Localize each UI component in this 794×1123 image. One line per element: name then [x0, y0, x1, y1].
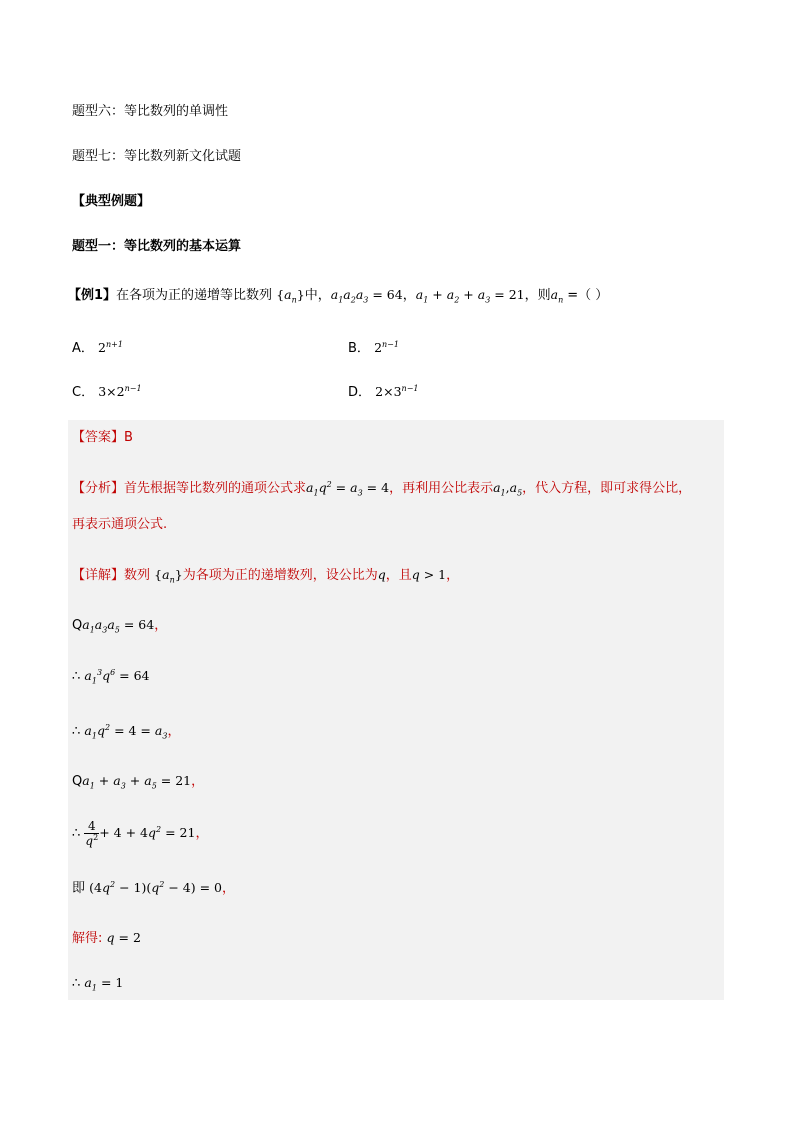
an-variable: $a_n$ — [550, 287, 564, 305]
answer-label: 【答案】 — [72, 430, 125, 445]
therefore-symbol: ∴ — [72, 724, 81, 739]
therefore-symbol: ∴ — [72, 976, 81, 991]
since-symbol: Q — [72, 774, 83, 789]
step-2 — [72, 666, 150, 687]
step-4 — [72, 771, 204, 792]
option-a — [72, 338, 123, 359]
ji-label: 即 — [72, 881, 86, 896]
step-1-comma: ， — [154, 618, 168, 633]
option-d-label: D． — [348, 385, 372, 400]
detail-label: 【详解】 — [72, 568, 125, 583]
option-a-label: A． — [72, 341, 94, 356]
step-8-expr: $a_1 = 1$ — [84, 975, 124, 993]
product-equation: $a_1a_2a_3 = 64$ — [330, 287, 403, 305]
therefore-symbol: ∴ — [72, 669, 81, 684]
step-4-comma: ， — [191, 774, 205, 789]
therefore-symbol: ∴ — [72, 826, 81, 841]
solution-background — [68, 420, 724, 1000]
analysis-t1: 首先根据等比数列的通项公式求 — [124, 481, 307, 496]
step-8 — [72, 973, 123, 994]
detail-t1: 数列 — [124, 568, 151, 583]
step-5-comma: ， — [195, 826, 209, 841]
option-c-label: C． — [72, 385, 95, 400]
example-stem-text: 在各项为正的递增等比数列 — [116, 288, 273, 303]
analysis-t3: ，代入方程，即可求得公比， — [522, 481, 692, 496]
step-6-expr: $(4q^2 - 1)(q^2 - 4) = 0$ — [89, 879, 222, 895]
type1-heading: 题型一：等比数列的基本运算 — [72, 239, 242, 254]
option-a-expr: $2^{n+1}$ — [98, 339, 123, 355]
step-7-expr: q = 2 — [106, 930, 141, 945]
jiede-label: 解得: — [72, 931, 103, 946]
sum-equation: $a_1 + a_2 + a_3 = 21$ — [415, 287, 525, 305]
step-4-expr: $a_1 + a_3 + a_5 = 21$ — [82, 773, 192, 791]
option-c — [72, 382, 142, 403]
outline-type7: 题型七：等比数列新文化试题 — [72, 149, 242, 164]
sep-zhong: 中， — [304, 288, 331, 303]
analysis-line-1 — [72, 478, 691, 499]
option-b — [348, 338, 399, 359]
detail-line — [72, 565, 459, 586]
step-1-expr: $a_1a_3a_5 = 64$ — [82, 617, 155, 635]
step-3-comma: ， — [167, 724, 181, 739]
detail-t2: 为各项为正的递增数列，设公比为 — [182, 568, 378, 583]
option-b-label: B． — [348, 341, 370, 356]
detail-t4: ， — [446, 568, 460, 583]
analysis-line-2: 再表示通项公式. — [72, 517, 168, 532]
analysis-label: 【分析】 — [72, 481, 125, 496]
step-5 — [72, 818, 208, 849]
step-3-expr: $a_1q^2 = 4 = a_3$ — [84, 722, 168, 741]
option-d-expr: $2\times 3^{n-1}$ — [375, 383, 419, 399]
step-6-comma: ， — [222, 881, 236, 896]
analysis-expr1: $a_1q^2 = a_3 = 4$ — [306, 479, 390, 498]
detail-t3: ，且 — [385, 568, 412, 583]
step-2-expr: $a_1^3q^6 = 64$ — [84, 667, 150, 686]
fraction-4-over-q2: $\frac{4}{q^2}$ — [85, 819, 99, 848]
analysis-expr2: $a_1,a_5$ — [493, 480, 523, 498]
detail-sequence: $\{a_n\}$ — [154, 567, 183, 585]
step-1 — [72, 615, 167, 636]
example-label: 【例1】 — [68, 288, 117, 303]
step-5-expr: + $4 + 4q^2 = 21$ — [99, 824, 196, 840]
step-6 — [72, 878, 235, 899]
step-7 — [72, 928, 141, 949]
detail-q-gt1: q > 1 — [411, 567, 447, 582]
analysis-t2: ，再利用公比表示 — [389, 481, 494, 496]
answer-value: B — [124, 430, 133, 445]
option-c-expr: $3\times 2^{n-1}$ — [98, 383, 142, 399]
since-symbol: Q — [72, 618, 83, 633]
option-d — [348, 382, 419, 403]
eq-paren: =（ ） — [567, 288, 609, 303]
sequence-an: $\{a_n\}$ — [276, 287, 305, 305]
outline-type6: 题型六：等比数列的单调性 — [72, 104, 229, 119]
option-b-expr: $2^{n-1}$ — [374, 339, 399, 355]
answer-line — [72, 428, 133, 448]
step-3 — [72, 721, 180, 742]
detail-q: q — [377, 567, 386, 582]
sep-ze: ，则 — [524, 288, 551, 303]
sep-comma: ， — [402, 288, 416, 303]
example-stem — [68, 285, 608, 306]
section-heading: 【典型例题】 — [72, 194, 151, 209]
